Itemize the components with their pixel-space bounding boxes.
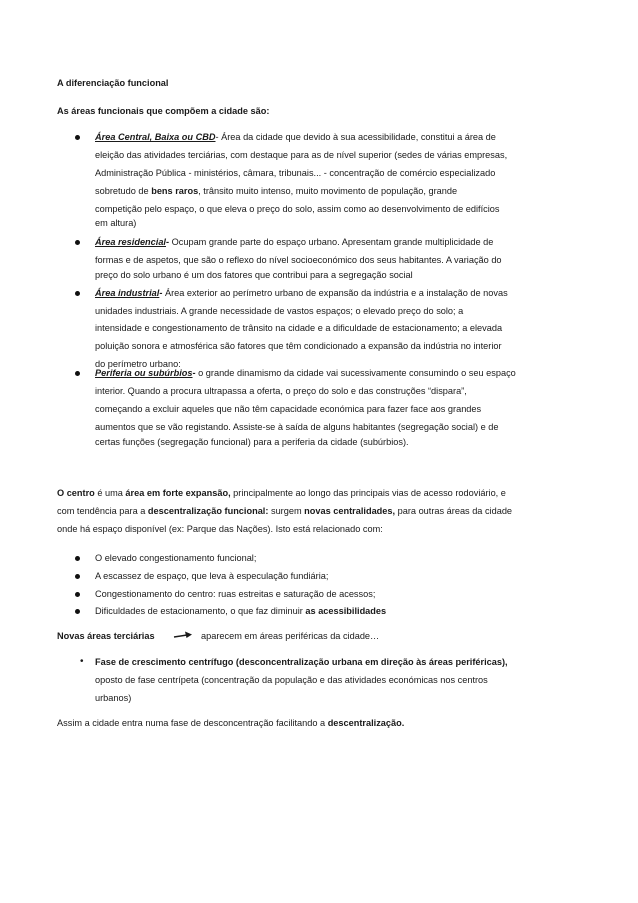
area-periferia-term: Periferia ou subúrbios xyxy=(95,368,193,378)
fase-line: Fase de crescimento centrífugo (desconcentralização urbana em direção às áreas periféricas), xyxy=(95,657,508,667)
area-central-line xyxy=(95,185,457,197)
line-text: Assim a cidade entra numa fase de desconcentração facilitando a xyxy=(57,718,328,728)
area-central-line: competição pelo espaço, o que eleva o preço do solo, assim como ao desenvolvimento de edifícios xyxy=(95,204,500,214)
area-residencial-line xyxy=(95,236,493,248)
cause-item: O elevado congestionamento funcional; xyxy=(95,553,257,563)
separator: - xyxy=(192,368,196,378)
area-central-line: Administração Pública - ministérios, câmara, tribunais... - concentração de comércio especializado xyxy=(95,168,496,178)
bullet-icon xyxy=(75,371,80,376)
centro-line xyxy=(57,487,506,499)
bold-term: área em forte expansão, xyxy=(125,488,231,498)
area-periferia-line: interior. Quando a procura ultrapassa a oferta, o preço do solo e das construções “dispara”, xyxy=(95,386,467,396)
line-text: sobretudo de xyxy=(95,186,152,196)
cause-item xyxy=(95,605,386,617)
line-text: com tendência para a xyxy=(57,506,148,516)
centro-line xyxy=(57,505,512,517)
intro: As áreas funcionais que compõem a cidade são: xyxy=(57,106,270,116)
bold-term: novas centralidades, xyxy=(304,506,396,516)
area-residencial-term: Área residencial xyxy=(95,237,166,247)
area-industrial-line: intensidade e congestionamento de trânsito na cidade e a dificuldade de estacionamento; a elevada xyxy=(95,323,503,333)
line-text: Área exterior ao perímetro urbano de expansão da indústria e a instalação de novas xyxy=(162,288,508,298)
bold-term: descentralização funcional: xyxy=(147,506,269,516)
terciarias-text: aparecem em áreas periféricas da cidade… xyxy=(201,631,380,641)
area-central-line xyxy=(95,131,496,143)
bullet-icon xyxy=(75,135,80,140)
area-industrial-line: unidades industriais. A grande necessidade de vastos espaços; o elevado preço do solo; a xyxy=(95,306,464,316)
line-text: Dificuldades de estacionamento, o que faz diminuir xyxy=(95,606,306,616)
line-text: Ocupam grande parte do espaço urbano. Apresentam grande multiplicidade de xyxy=(169,237,494,247)
area-industrial-line: poluição sonora e atmosférica são fatores que têm condicionado a expansão da indústria no interior xyxy=(95,341,502,351)
area-periferia-line: certas funções (segregação funcional) para a periferia da cidade (subúrbios). xyxy=(95,437,409,447)
terciarias-label: Novas áreas terciárias xyxy=(57,631,155,641)
line-text: Área da cidade que devido à sua acessibilidade, constitui a área de xyxy=(218,132,496,142)
bold-term: descentralização. xyxy=(327,718,405,728)
separator: - xyxy=(215,132,219,142)
bullet-icon xyxy=(75,609,80,614)
area-industrial-line: do perímetro urbano: xyxy=(95,359,181,369)
bullet-icon xyxy=(75,556,80,561)
heading: A diferenciação funcional xyxy=(57,78,169,88)
area-central-line: eleição das atividades terciárias, com destaque para as de nível superior (sedes de várias empresas, xyxy=(95,150,508,160)
area-periferia-line: aumentos que se vão registando. Assiste-se à saída de alguns habitantes (segregação social) e de xyxy=(95,422,499,432)
area-periferia-line: começando a excluir aqueles que não têm capacidade económica para fazer face aos grandes xyxy=(95,404,482,414)
conclusion xyxy=(57,717,404,729)
line-text: surgem xyxy=(268,506,305,516)
arrow-right-icon xyxy=(173,630,193,642)
centro-term: O centro xyxy=(57,488,95,498)
fase-line: urbanos) xyxy=(95,693,132,703)
cause-item: Congestionamento do centro: ruas estreitas e saturação de acessos; xyxy=(95,589,376,599)
line-text: o grande dinamismo da cidade vai sucessivamente consumindo o seu espaço xyxy=(195,368,516,378)
area-residencial-line: preço do solo urbano é um dos fatores que contribui para a segregação social xyxy=(95,270,413,280)
area-periferia-line xyxy=(95,367,516,379)
line-text: principalmente ao longo das principais vias de acesso rodoviário, e xyxy=(230,488,506,498)
area-industrial-line xyxy=(95,287,508,299)
fase-line: oposto de fase centrípeta (concentração da população e das atividades económicas nos centros xyxy=(95,675,488,685)
bullet-icon xyxy=(75,574,80,579)
small-bullet-icon: • xyxy=(80,656,84,667)
line-text: , trânsito muito intenso, muito movimento de população, grande xyxy=(198,186,458,196)
area-industrial-term: Área industrial xyxy=(95,288,160,298)
bullet-icon xyxy=(75,592,80,597)
separator: - xyxy=(159,288,163,298)
cause-item: A escassez de espaço, que leva à especulação fundiária; xyxy=(95,571,329,581)
bold-term: as acessibilidades xyxy=(305,606,387,616)
centro-line: onde há espaço disponível (ex: Parque das Nações). Isto está relacionado com: xyxy=(57,524,383,534)
line-text: é uma xyxy=(94,488,126,498)
bullet-icon xyxy=(75,240,80,245)
area-central-term: Área Central, Baixa ou CBD xyxy=(95,132,216,142)
bold-term: bens raros xyxy=(151,186,199,196)
line-text: para outras áreas da cidade xyxy=(395,506,513,516)
bullet-icon xyxy=(75,291,80,296)
area-residencial-line: formas e de aspetos, que são o reflexo do nível socioeconómico dos seus habitantes. A variação do xyxy=(95,255,502,265)
separator: - xyxy=(166,237,170,247)
area-central-line: em altura) xyxy=(95,218,137,228)
